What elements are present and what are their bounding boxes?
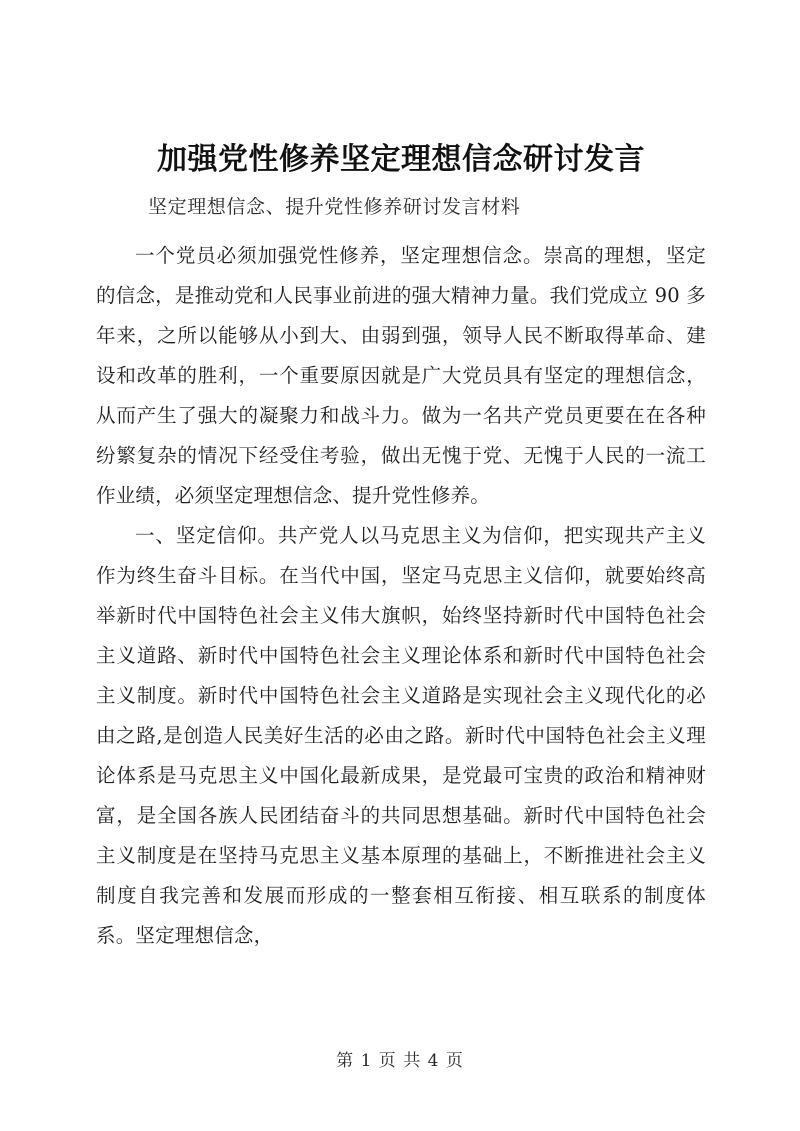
body-paragraph: 一个党员必须加强党性修养，坚定理想信念。崇高的理想，坚定的信念，是推动党和人民事业前进的强大精神力量。我们党成立 90 多年来，之所以能够从小到大、由弱到强，领导人民不断取得革命、建设和改革的胜利，一个重要原因就是广大党员具有坚定的理想信念，从而产生了强大的凝聚力和战斗力。做为一名共产党员更要在在各种纷繁复杂的情况下经受住考验，做出无愧于党、无愧于人民的一流工作业绩，必须坚定理想信念、提升党性修养。 [96, 244, 706, 507]
document-subtitle: 坚定理想信念、提升党性修养研讨发言材料 [148, 196, 521, 218]
page-title: 加强党性修养坚定理想信念研讨发言 [157, 142, 645, 177]
page-footer: 第 1 页 共 4 页 [336, 1051, 464, 1071]
document-body [96, 227, 706, 956]
page-content [96, 0, 706, 956]
body-paragraph: 一、坚定信仰。共产党人以马克思主义为信仰，把实现共产主义作为终生奋斗目标。在当代中国，坚定马克思主义信仰，就要始终高举新时代中国特色社会主义伟大旗帜，始终坚持新时代中国特色社会主义道路、新时代中国特色社会主义理论体系和新时代中国特色社会主义制度。新时代中国特色社会主义道路是实现社会主义现代化的必由之路,是创造人民美好生活的必由之路。新时代中国特色社会主义理论体系是马克思主义中国化最新成果，是党最可宝贵的政治和精神财富，是全国各族人民团结奋斗的共同思想基础。新时代中国特色社会主义制度是在坚持马克思主义基本原理的基础上，不断推进社会主义制度自我完善和发展而形成的一整套相互衔接、相互联系的制度体系。坚定理想信念， [96, 524, 706, 947]
